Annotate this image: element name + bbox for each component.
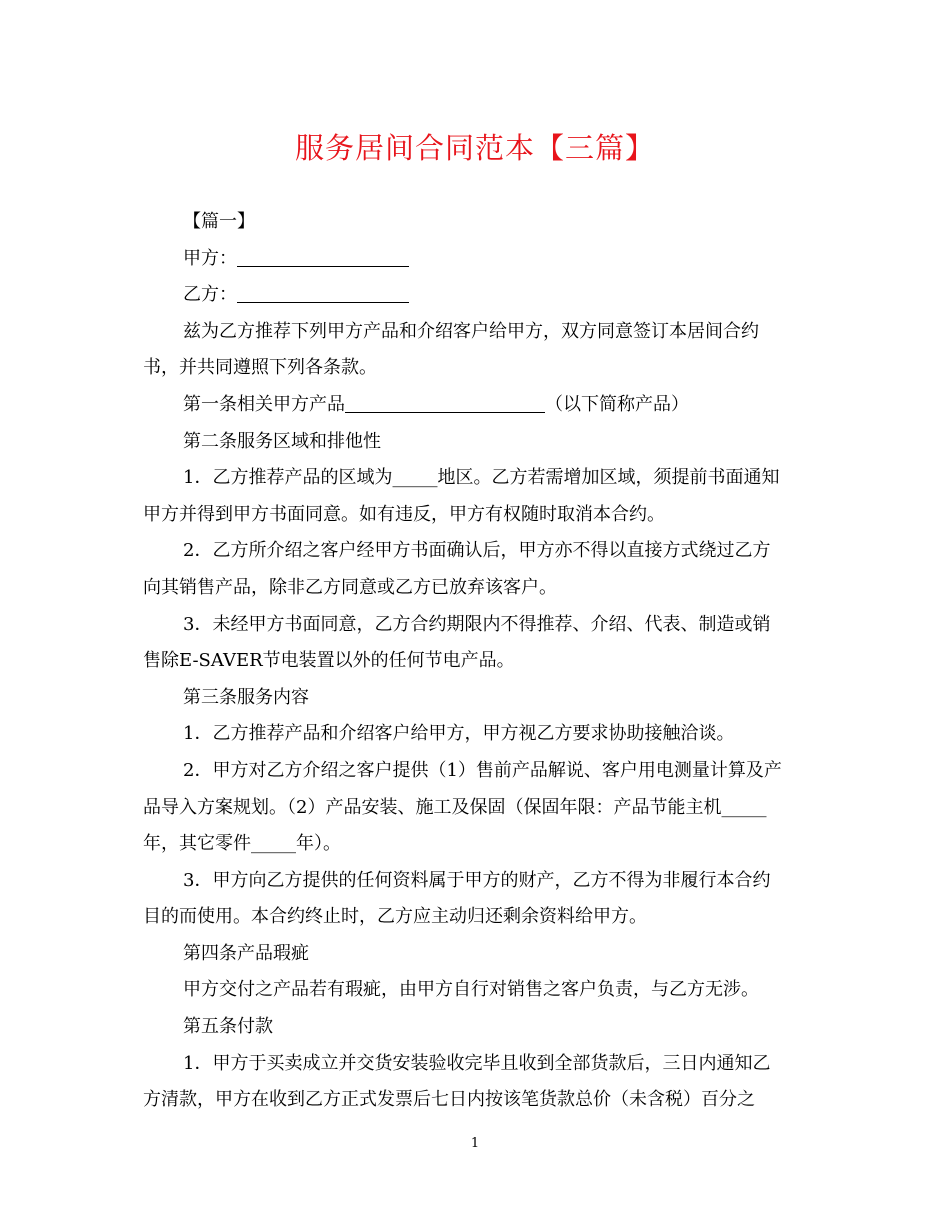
fill-in-blank (237, 284, 409, 303)
paragraph-line (143, 753, 803, 790)
fill-in-blank (237, 248, 409, 267)
paragraph-line (143, 790, 803, 827)
line-text: 乙方： (183, 284, 237, 306)
line-text: 品导入方案规划。（2）产品安装、施工及保固（保固年限：产品节能主机_____ (143, 796, 767, 818)
line-text: 书，并共同遵照下列各条款。 (143, 357, 377, 379)
section-heading (143, 936, 803, 973)
line-text: 1．乙方推荐产品的区域为_____地区。乙方若需增加区域，须提前书面通知 (183, 467, 780, 489)
section-heading (143, 424, 803, 461)
line-text: 1．甲方于买卖成立并交货安装验收完毕且收到全部货款后，三日内通知乙 (183, 1052, 771, 1074)
paragraph-line (143, 899, 803, 936)
line-text: 售除E-SAVER节电装置以外的任何节电产品。 (143, 650, 515, 672)
line-text: 第四条产品瑕疵 (183, 942, 309, 964)
paragraph-line (143, 460, 803, 497)
line-text: 甲方交付之产品若有瑕疵，由甲方自行对销售之客户负责，与乙方无涉。 (183, 979, 759, 1001)
line-text: 兹为乙方推荐下列甲方产品和介绍客户给甲方，双方同意签订本居间合约 (183, 320, 759, 342)
paragraph-line (143, 204, 803, 241)
paragraph-line (143, 533, 803, 570)
section-heading (143, 387, 803, 424)
document-body (143, 204, 803, 1119)
paragraph-line (143, 1082, 803, 1119)
paragraph-line (143, 607, 803, 644)
paragraph-line (143, 314, 803, 351)
paragraph-line (143, 570, 803, 607)
page-number: 1 (470, 1136, 480, 1151)
paragraph-line (143, 1046, 803, 1083)
line-text: 甲方并得到甲方书面同意。如有违反，甲方有权随时取消本合约。 (143, 503, 665, 525)
line-text: 1．乙方推荐产品和介绍客户给甲方，甲方视乙方要求协助接触洽谈。 (183, 723, 735, 745)
line-text: 向其销售产品，除非乙方同意或乙方已放弃该客户。 (143, 576, 557, 598)
line-text: 目的而使用。本合约终止时，乙方应主动归还剩余资料给甲方。 (143, 906, 647, 928)
line-text: 第二条服务区域和排他性 (183, 430, 381, 452)
paragraph-line (143, 241, 803, 278)
section-heading (143, 680, 803, 717)
line-text: 第三条服务内容 (183, 686, 309, 708)
line-text: 2．乙方所介绍之客户经甲方书面确认后，甲方亦不得以直接方式绕过乙方 (183, 540, 771, 562)
paragraph-line (143, 972, 803, 1009)
paragraph-line (143, 497, 803, 534)
line-text: 方清款，甲方在收到乙方正式发票后七日内按该笔货款总价（未含税）百分之 (143, 1089, 755, 1111)
line-text: 3．甲方向乙方提供的任何资料属于甲方的财产，乙方不得为非履行本合约 (183, 869, 771, 891)
document-title: 服务居间合同范本【三篇】 (294, 131, 655, 165)
line-text: 【篇一】 (183, 211, 255, 232)
paragraph-line (143, 350, 803, 387)
paragraph-line (143, 643, 803, 680)
line-text: 3．未经甲方书面同意，乙方合约期限内不得推荐、介绍、代表、制造或销 (183, 613, 771, 635)
line-suffix: （以下简称产品） (545, 393, 689, 415)
line-text: 第五条付款 (183, 1016, 273, 1038)
line-text: 甲方： (183, 247, 237, 269)
line-text: 第一条相关甲方产品 (183, 393, 345, 415)
line-text: 年，其它零件_____年）。 (143, 833, 341, 855)
fill-in-blank (345, 394, 545, 413)
paragraph-line (143, 863, 803, 900)
line-text: 2．甲方对乙方介绍之客户提供（1）售前产品解说、客户用电测量计算及产 (183, 759, 782, 781)
section-heading (143, 1009, 803, 1046)
paragraph-line (143, 716, 803, 753)
paragraph-line (143, 277, 803, 314)
paragraph-line (143, 826, 803, 863)
